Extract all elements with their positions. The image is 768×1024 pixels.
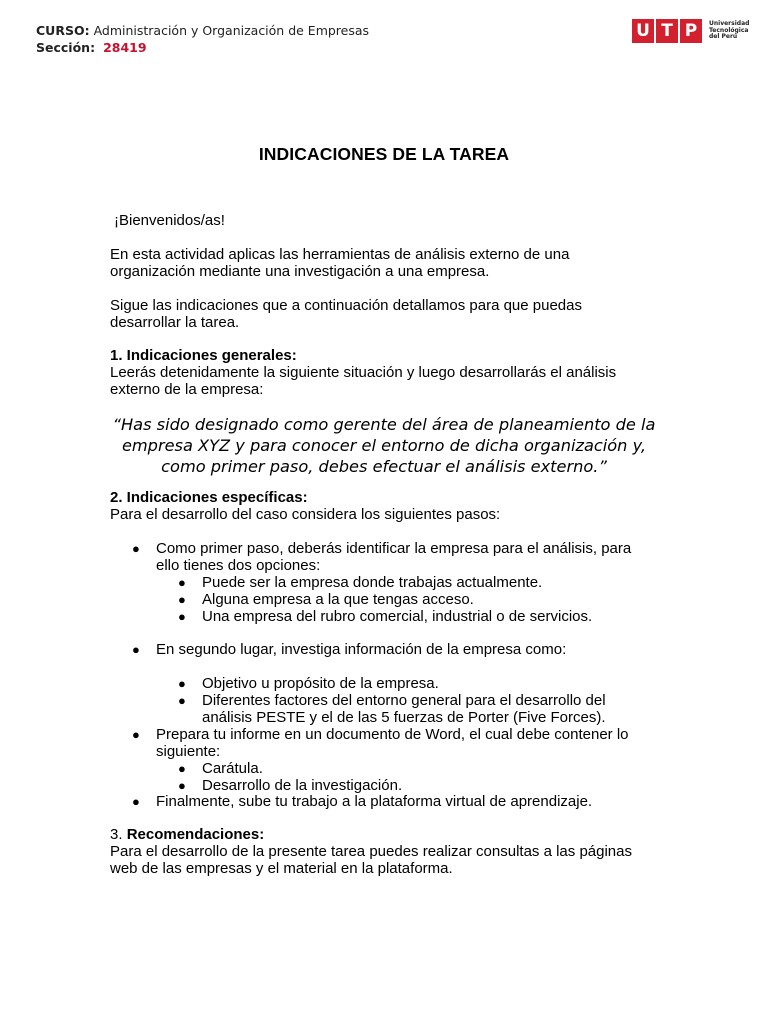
bullet-3-line1: Prepara tu informe en un documento de Word, el cual debe contener lo bbox=[156, 726, 629, 743]
list-item bbox=[132, 726, 656, 760]
course-label: CURSO: bbox=[36, 23, 90, 38]
section-1-line2: externo de la empresa: bbox=[110, 381, 264, 398]
quote-line1: “Has sido designado como gerente del área de planeamiento de la bbox=[112, 415, 656, 434]
section-3-line1: Para el desarrollo de la presente tarea puedes realizar consultas a las páginas bbox=[110, 843, 632, 860]
section-label: Sección: bbox=[36, 40, 96, 55]
section-1 bbox=[110, 347, 650, 398]
bullet-1-sub-1: Puede ser la empresa donde trabajas actualmente. bbox=[202, 574, 543, 591]
case-quote bbox=[110, 414, 658, 477]
greeting: ¡Bienvenidos/as! bbox=[114, 212, 225, 229]
intro-p2-line2: desarrollar la tarea. bbox=[110, 314, 240, 331]
logo-line-1: Universidad bbox=[709, 20, 750, 28]
bullet-1-line2: ello tienes dos opciones: bbox=[156, 557, 321, 574]
bullet-3-line2: siguiente: bbox=[156, 743, 221, 760]
course-line bbox=[36, 22, 369, 39]
bullet-1-line1: Como primer paso, deberás identificar la empresa para el análisis, para bbox=[156, 540, 632, 557]
section-1-line1: Leerás detenidamente la siguiente situación y luego desarrollarás el análisis bbox=[110, 364, 617, 381]
bullet-3-sub-2: Desarrollo de la investigación. bbox=[202, 777, 403, 794]
logo-letter-p: P bbox=[680, 19, 702, 43]
utp-logo bbox=[632, 19, 749, 43]
section-1-heading: 1. Indicaciones generales: bbox=[110, 347, 297, 364]
quote-line3: como primer paso, debes efectuar el análisis externo.” bbox=[161, 457, 607, 476]
bullet-icon: ● bbox=[178, 761, 186, 776]
bullet-3-sub-1: Carátula. bbox=[202, 760, 263, 777]
bullet-icon: ● bbox=[132, 727, 140, 742]
list-item bbox=[178, 675, 652, 692]
section-3-heading: Recomendaciones: bbox=[126, 826, 265, 843]
bullet-icon: ● bbox=[178, 693, 186, 708]
logo-text bbox=[709, 21, 749, 40]
bullet-1-sub-2: Alguna empresa a la que tengas acceso. bbox=[202, 591, 474, 608]
logo-letter-u: U bbox=[632, 19, 654, 43]
bullet-2-sub-1: Objetivo u propósito de la empresa. bbox=[202, 675, 439, 692]
list-item bbox=[132, 793, 656, 810]
bullet-2: En segundo lugar, investiga información de la empresa como: bbox=[156, 641, 567, 658]
bullet-icon: ● bbox=[132, 794, 140, 809]
list-item bbox=[132, 641, 656, 658]
bullet-1-sub-3: Una empresa del rubro comercial, industrial o de servicios. bbox=[202, 608, 593, 625]
intro-p2-line1: Sigue las indicaciones que a continuación detallamos para que puedas bbox=[110, 297, 582, 314]
bullet-icon: ● bbox=[178, 575, 186, 590]
section-number: 28419 bbox=[103, 40, 147, 55]
section-3-number: 3. bbox=[110, 826, 123, 843]
logo-line-3: del Perú bbox=[709, 33, 738, 41]
section-2 bbox=[110, 489, 650, 523]
section-line bbox=[36, 39, 369, 56]
course-name: Administración y Organización de Empresas bbox=[93, 23, 370, 38]
quote-line2: empresa XYZ y para conocer el entorno de dicha organización y, bbox=[121, 436, 647, 455]
bullet-2-sub-2-line1: Diferentes factores del entorno general para el desarrollo del bbox=[202, 692, 606, 709]
section-2-heading: 2. Indicaciones específicas: bbox=[110, 489, 308, 506]
bullet-icon: ● bbox=[178, 778, 186, 793]
bullet-icon: ● bbox=[132, 642, 140, 657]
page-title: INDICACIONES DE LA TAREA bbox=[258, 144, 510, 164]
list-item bbox=[178, 760, 652, 777]
list-item bbox=[178, 591, 652, 608]
bullet-icon: ● bbox=[132, 541, 140, 556]
intro-paragraph-1 bbox=[110, 246, 650, 280]
list-item bbox=[132, 540, 656, 574]
course-header bbox=[36, 22, 369, 56]
bullet-icon: ● bbox=[178, 609, 186, 624]
bullet-2-sub-2-line2: análisis PESTE y el de las 5 fuerzas de Porter (Five Forces). bbox=[202, 709, 606, 726]
section-2-intro: Para el desarrollo del caso considera los siguientes pasos: bbox=[110, 506, 501, 523]
intro-paragraph-2 bbox=[110, 297, 650, 331]
bullet-4: Finalmente, sube tu trabajo a la plataforma virtual de aprendizaje. bbox=[156, 793, 593, 810]
list-item bbox=[178, 692, 652, 726]
intro-p1-line1: En esta actividad aplicas las herramientas de análisis externo de una bbox=[110, 246, 570, 263]
logo-letter-t: T bbox=[656, 19, 678, 43]
list-item bbox=[178, 608, 652, 625]
bullet-icon: ● bbox=[178, 592, 186, 607]
section-3-line2: web de las empresas y el material en la plataforma. bbox=[110, 860, 453, 877]
intro-p1-line2: organización mediante una investigación a una empresa. bbox=[110, 263, 490, 280]
list-item bbox=[178, 777, 652, 794]
list-item bbox=[178, 574, 652, 591]
logo-line-2: Tecnológica bbox=[709, 26, 749, 34]
section-3 bbox=[110, 826, 670, 877]
bullet-icon: ● bbox=[178, 676, 186, 691]
